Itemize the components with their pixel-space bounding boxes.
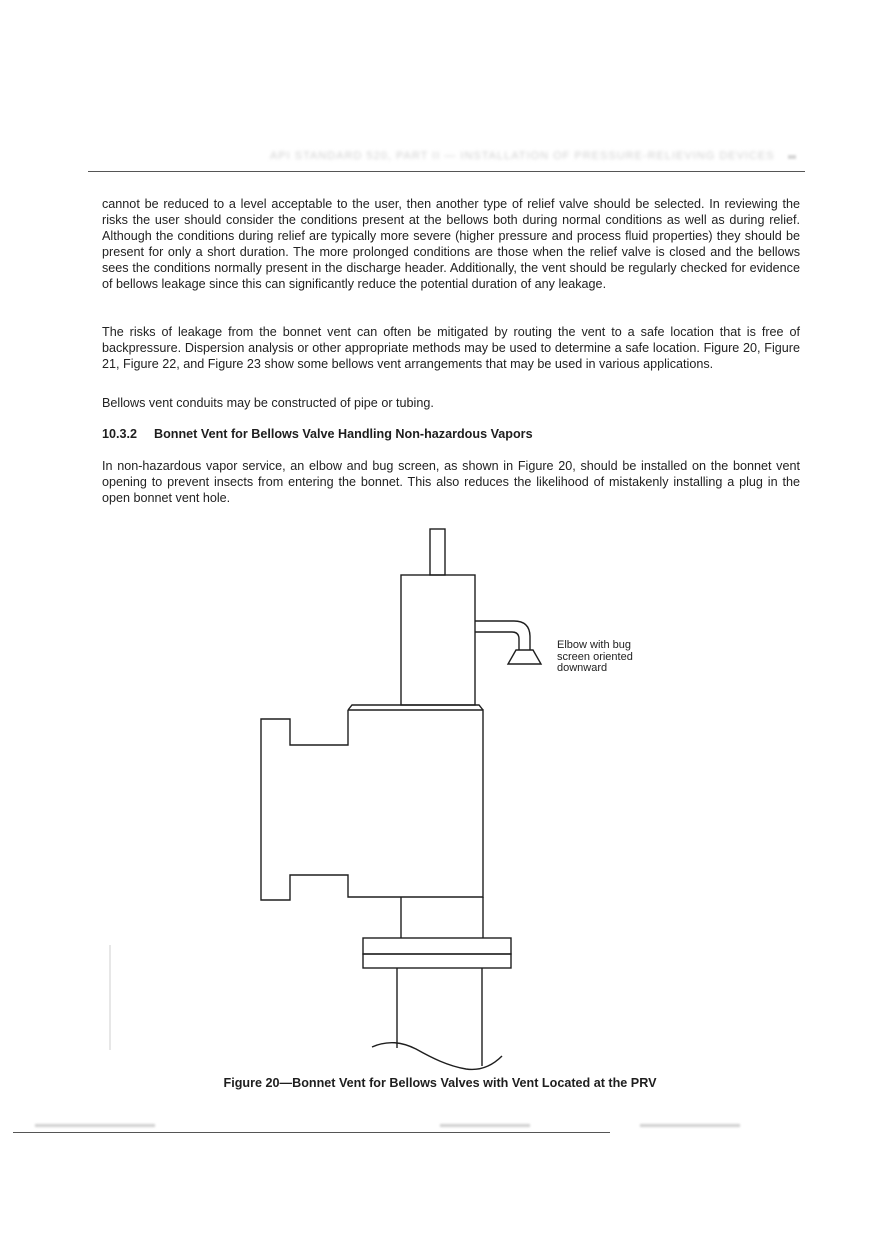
valve-body [261,710,483,938]
valve-stem [430,529,445,575]
inlet-pipe [397,968,482,1066]
section-title: Bonnet Vent for Bellows Valve Handling Non-hazardous Vapors [154,427,533,441]
footer-rule [13,1132,610,1133]
footer-smudge-center [440,1124,530,1127]
valve-bonnet [401,575,475,705]
inlet-flange-lower [363,954,511,968]
footer-smudge-left [35,1124,155,1127]
figure-caption: Figure 20—Bonnet Vent for Bellows Valves with Vent Located at the PRV [223,1076,657,1090]
footer-smudge-right [640,1124,740,1127]
elbow-callout: Elbow with bug screen oriented downward [557,639,633,674]
section-number: 10.3.2 [102,427,138,441]
running-header: API STANDARD 520, PART II — INSTALLATION OF PRESSURE-RELIEVING DEVICES [270,150,775,162]
bug-screen [508,650,541,664]
paragraph-vent-conduits: Bellows vent conduits may be constructed of pipe or tubing. [102,396,434,410]
valve-body-cap [348,705,483,710]
paragraph-non-hazardous-service: In non-hazardous vapor service, an elbow and bug screen, as shown in Figure 20, should be installed on the bonnet vent opening to prevent insects from entering the bonnet. This also reduces the likelihood of mistakenly installing a plug in the open bonnet vent hole. [102,459,800,506]
vent-elbow [475,621,530,650]
paragraph-vent-routing: The risks of leakage from the bonnet vent can often be mitigated by routing the vent to a safe location that is free of backpressure. Dispersion analysis or other appropriate methods may be used to determine a safe location. Figure 20, Figure 21, Figure 22, and Figure 23 show some bellows vent arrangements that may be used in various applications. [102,325,800,372]
inlet-flange-upper [363,938,511,954]
pipe-break-line [372,1043,502,1070]
header-corner-mark [788,155,796,159]
header-rule [88,171,805,172]
paragraph-bellows-risks: cannot be reduced to a level acceptable to the user, then another type of relief valve should be selected. In reviewing the risks the user should consider the conditions present at the bellows both during normal conditions as well as during relief. Although the conditions during relief are typically more severe (higher pressure and process fluid properties) they should be present for only a short duration. The more prolonged conditions are those when the relief valve is closed and the bellows sees the conditions normally present in the discharge header. Additionally, the vent should be regularly checked for evidence of bellows leakage since this can significantly reduce the potential duration of any leakage. [102,197,800,292]
section-heading [102,426,533,442]
